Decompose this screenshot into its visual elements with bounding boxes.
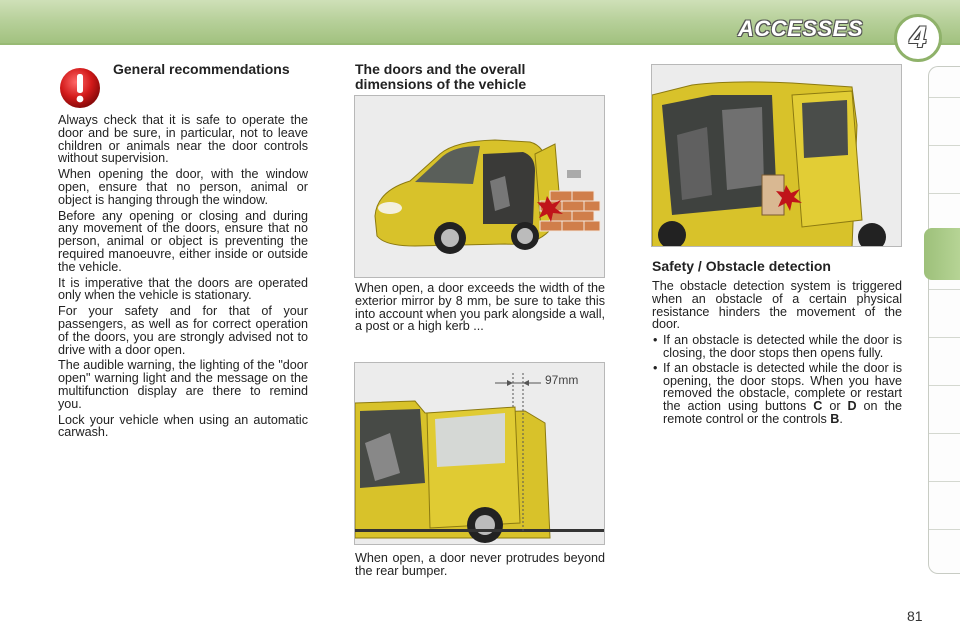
obstacle-detection-illustration (651, 64, 902, 247)
chapter-badge (894, 14, 942, 62)
car-door-side-illustration (354, 362, 605, 545)
door-width-caption: When open, a door exceeds the width of the exterior mirror by 8 mm, be sure to take this into account when you park alongside a wall, a post or a high kerb ... (355, 281, 605, 334)
warning-icon (58, 66, 102, 110)
bullet-text: or (822, 399, 848, 414)
bullet-text: on the remote control or the controls (663, 399, 903, 426)
chapter-title: ACCESSES (738, 16, 864, 41)
bullet-text: . (839, 411, 843, 426)
section-title-general: General recommendations (113, 61, 290, 77)
control-ref-b: B (830, 411, 840, 426)
paragraph: The audible warning, the lighting of the "door open" warning light and the message on the multifunction display are there to remind you. (58, 358, 308, 411)
rear-bumper-caption: When open, a door never protrudes beyond the rear bumper. (355, 551, 605, 578)
car-door-wall-illustration (354, 95, 605, 278)
obstacle-bullets (652, 334, 902, 426)
paragraph: Before any opening or closing and during any movement of the doors, ensure that no person, animal or object is preventing the required manoeuvre, either inside or outside the vehicle. (58, 208, 308, 274)
chapter-number: 4 (909, 21, 927, 54)
bullet-text: If an obstacle is detected while the door is opening, the door stops. When you have removed the obstacle, complete or restart the action using buttons (663, 360, 902, 414)
bullet-text: If an obstacle is detected while the door is closing, the door stops then opens fully. (663, 333, 902, 360)
intro-paragraph: The obstacle detection system is triggered when an obstacle of a certain physical resistance hinders the movement of the door. (652, 279, 902, 332)
side-tab-active[interactable] (924, 228, 960, 280)
dimension-label: 97mm (545, 373, 579, 387)
paragraph: It is imperative that the doors are operated only when the vehicle is stationary. (58, 275, 308, 303)
paragraph: Always check that it is safe to operate the door and be sure, in particular, not to leave children or animals near the door controls without supervision. (58, 113, 308, 166)
section-title-doors: The doors and the overall dimensions of the vehicle (355, 61, 527, 92)
obstacle-detection-text (652, 280, 902, 428)
page-number: 81 (907, 608, 923, 624)
button-ref-d: D (847, 399, 857, 414)
button-ref-c: C (813, 399, 823, 414)
list-item (652, 334, 902, 360)
paragraph: For your safety and for that of your passengers, as well as for correct operation of the doors, you are strongly advised not to drive with a door open. (58, 304, 308, 357)
paragraph: When opening the door, with the window open, ensure that no person, animal or object is hanging through the window. (58, 167, 308, 207)
chapter-side-tabs (928, 66, 960, 574)
section-title-obstacle: Safety / Obstacle detection (652, 258, 831, 274)
general-recommendations-text (58, 114, 308, 442)
paragraph: Lock your vehicle when using an automatic carwash. (58, 412, 308, 440)
list-item (652, 362, 902, 426)
